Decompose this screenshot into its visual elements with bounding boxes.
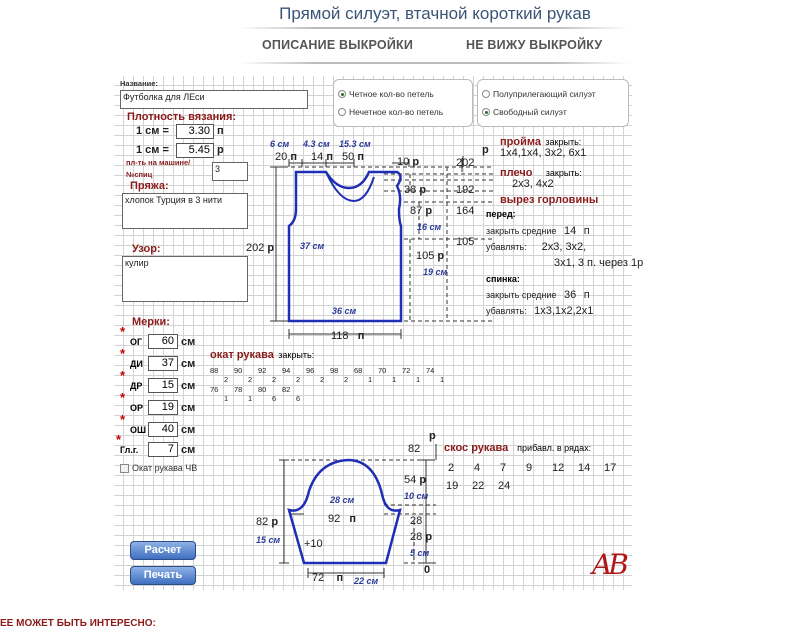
dim-192: 192 xyxy=(456,184,475,196)
inc-value: 14 xyxy=(578,462,591,474)
dim-unit: п xyxy=(326,151,333,163)
dim-value: 6 xyxy=(270,139,276,149)
armhole-close-label: закрыть: xyxy=(545,137,582,147)
density-cm-label-2: 1 см = xyxy=(136,144,169,156)
ab-logo: AB xyxy=(592,548,625,581)
front-close-unit: п xyxy=(583,225,590,237)
rows-per-cm-input[interactable]: 5.45 xyxy=(176,143,214,158)
front-label: перед: xyxy=(486,209,516,219)
measure-label: ОШ xyxy=(130,425,147,435)
cap-row-value: 82 xyxy=(282,385,291,394)
calculate-button[interactable]: Расчет xyxy=(130,541,196,560)
dim-15-3cm xyxy=(339,139,371,149)
pattern-input[interactable]: кулир xyxy=(122,256,248,302)
needle-input[interactable]: 3 xyxy=(212,162,248,181)
nav-description-link[interactable]: ОПИСАНИЕ ВЫКРОЙКИ xyxy=(262,38,414,52)
dim-value: 105 xyxy=(416,250,435,262)
dim-value: 4.3 xyxy=(303,139,316,149)
measure-label: ДИ xyxy=(130,359,143,369)
cap-row-value: 68 xyxy=(354,366,363,375)
even-loops-label: Четное кол-во петель xyxy=(349,89,434,99)
sleeve-dim-82-top: 82 xyxy=(408,443,421,455)
yarn-title: Пряжа: xyxy=(130,180,169,192)
measure-label: ОР xyxy=(130,403,144,413)
name-input[interactable]: Футболка для ЛЕси xyxy=(120,90,308,109)
page-title: Прямой силуэт, втачной короткий рукав xyxy=(279,4,591,23)
inc-value: 19 xyxy=(446,480,459,492)
cap-row-value: 76 xyxy=(210,385,219,394)
sleeve-dim-72p xyxy=(312,572,343,584)
dim-unit: р xyxy=(267,242,275,254)
required-icon: * xyxy=(116,432,122,447)
sleeve-cap-checkbox-label: Окат рукава ЧВ xyxy=(132,463,198,473)
shoulder-title: плечо xyxy=(500,167,533,179)
dim-value: 37 xyxy=(300,241,311,251)
sleeve-dim-28cm xyxy=(330,495,354,505)
cap-row-value: 2 xyxy=(248,375,253,384)
back-dec-values: 1х3,1х2,2х1 xyxy=(534,305,594,317)
dim-36cm xyxy=(332,306,356,316)
sleeve-dim-22cm xyxy=(354,576,378,586)
dim-unit: р xyxy=(271,516,279,528)
dim-14p xyxy=(311,151,333,163)
front-close-row xyxy=(486,225,590,237)
cap-row-value: 1 xyxy=(248,394,253,403)
front-close-label: закрыть средние xyxy=(486,226,557,236)
rows-unit: р xyxy=(217,144,224,156)
required-icon: * xyxy=(120,324,126,339)
dim-unit: см xyxy=(435,267,448,277)
cap-row-value: 98 xyxy=(330,366,339,375)
odd-loops-label: Нечетное кол-во петель xyxy=(349,107,444,117)
dim-unit: р xyxy=(419,184,427,196)
sleeve-dim-54r xyxy=(404,474,426,486)
front-dec-label: убавлять: xyxy=(486,242,527,252)
print-button[interactable]: Печать xyxy=(130,566,196,585)
sleeve-cap-section xyxy=(210,345,314,363)
armhole-values: 1х4,1х4, 3х2, 6х1 xyxy=(500,147,587,159)
dim-value: 82 xyxy=(256,516,269,528)
cap-row-value: 6 xyxy=(272,394,277,403)
measure-unit: см xyxy=(181,424,196,436)
front-dec-values-2: 3х1, 3 п. через 1р xyxy=(554,257,644,269)
sleeve-zero: 0 xyxy=(424,564,431,576)
dim-value: 15.3 xyxy=(339,139,357,149)
dim-unit: р xyxy=(425,205,433,217)
measure-dr-input[interactable]: 15 xyxy=(148,378,178,393)
inc-value: 7 xyxy=(500,462,507,474)
free-silhouette-label: Свободный силуэт xyxy=(493,107,567,117)
sleeve-dim-28: 28 xyxy=(410,515,423,527)
loops-unit: п xyxy=(217,125,224,137)
dim-value: 54 xyxy=(404,474,417,486)
dim-value: 19 xyxy=(423,267,434,277)
dim-87r xyxy=(410,205,432,217)
measure-og-input[interactable]: 60 xyxy=(148,334,178,349)
dim-value: 87 xyxy=(410,205,423,217)
inc-value: 2 xyxy=(448,462,455,474)
sleeve-dim-10cm xyxy=(404,491,428,501)
required-icon: * xyxy=(120,412,126,427)
back-dec-label: убавлять: xyxy=(486,306,527,316)
measure-label: Гл.г. xyxy=(120,445,139,455)
cap-row-value: 1 xyxy=(224,394,229,403)
dim-value: 92 xyxy=(328,513,341,525)
cap-row-value: 72 xyxy=(402,366,411,375)
pattern-title: Узор: xyxy=(132,243,161,255)
cap-row-value: 74 xyxy=(426,366,435,375)
cap-row-value: 92 xyxy=(258,366,267,375)
cap-row-value: 1 xyxy=(368,375,373,384)
cap-row-value: 2 xyxy=(224,375,229,384)
measure-or-input[interactable]: 19 xyxy=(148,400,178,415)
sleeve-inc-subtitle: прибавл. в рядах: xyxy=(517,443,592,453)
dim-105-right: 105 xyxy=(456,236,475,248)
nav-divider xyxy=(238,62,630,64)
measure-unit: см xyxy=(181,336,196,348)
cap-row-value: 1 xyxy=(440,375,445,384)
dim-202r-left xyxy=(246,242,274,254)
dim-10r xyxy=(397,156,419,168)
loops-per-cm-input[interactable]: 3.30 xyxy=(176,124,214,139)
dim-value: 16 xyxy=(417,222,428,232)
machine-label: пл-ть на машине/ xyxy=(126,158,191,167)
armhole-title: пройма xyxy=(500,136,541,148)
dim-value: 118 xyxy=(331,330,349,342)
dim-value: 22 xyxy=(354,576,365,586)
measures-title: Мерки: xyxy=(132,316,170,328)
front-close-value: 14 xyxy=(563,225,577,237)
dim-r-unit: р xyxy=(482,144,489,156)
dim-value: 10 xyxy=(397,156,410,168)
dim-unit: р xyxy=(412,156,420,168)
measure-neck-depth-input[interactable]: 7 xyxy=(148,442,178,457)
back-dec-row xyxy=(486,305,593,317)
header-divider xyxy=(238,27,630,29)
dim-unit: см xyxy=(416,491,429,501)
dim-50p xyxy=(342,151,364,163)
back-label: спинка: xyxy=(486,274,520,284)
front-dec-values: 2х3, 3х2, xyxy=(541,241,587,253)
dim-unit: см xyxy=(344,306,357,316)
inc-value: 24 xyxy=(498,480,511,492)
dim-unit: см xyxy=(429,222,442,232)
dim-value: 36 xyxy=(332,306,343,316)
shoulder-values: 2х3, 4х2 xyxy=(512,178,554,190)
cap-row-value: 90 xyxy=(234,366,243,375)
cap-row-value: 1 xyxy=(416,375,421,384)
cap-row-value: 96 xyxy=(306,366,315,375)
inc-value: 4 xyxy=(474,462,481,474)
sleeve-dim-15cm xyxy=(256,535,280,545)
dim-unit: см xyxy=(268,535,281,545)
dim-unit: см xyxy=(417,548,430,558)
cap-row-value: 6 xyxy=(296,394,301,403)
dim-118p xyxy=(331,330,364,342)
dim-value: 14 xyxy=(311,151,324,163)
pattern-panel xyxy=(114,76,644,590)
dim-unit: п xyxy=(349,513,357,525)
dim-unit: см xyxy=(277,139,290,149)
back-close-unit: п xyxy=(583,289,590,301)
required-icon: * xyxy=(120,390,126,405)
nav-cant-see-link[interactable]: НЕ ВИЖУ ВЫКРОЙКУ xyxy=(466,38,603,52)
cap-row-value: 88 xyxy=(210,366,219,375)
measure-unit: см xyxy=(181,358,196,370)
dim-unit: п xyxy=(357,330,365,342)
cap-row-value: 2 xyxy=(344,375,349,384)
dim-unit: р xyxy=(425,531,433,543)
dim-unit: см xyxy=(366,576,379,586)
yarn-input[interactable]: хлопок Турция в 3 нити xyxy=(122,193,248,229)
cap-row-value: 2 xyxy=(272,375,277,384)
density-cm-label-1: 1 см = xyxy=(136,125,169,137)
dim-unit: р xyxy=(419,474,427,486)
measure-unit: см xyxy=(181,402,196,414)
inc-value: 22 xyxy=(472,480,485,492)
dim-value: 5 xyxy=(410,548,416,558)
dim-value: 28 xyxy=(410,531,423,543)
cap-row-value: 80 xyxy=(258,385,267,394)
cap-row-value: 70 xyxy=(378,366,387,375)
shoulder-close-label: закрыть: xyxy=(545,168,582,178)
dim-unit: см xyxy=(342,495,355,505)
dim-value: 202 xyxy=(246,242,265,254)
dim-value: 15 xyxy=(256,535,267,545)
dim-20p xyxy=(275,151,297,163)
dim-unit: р xyxy=(437,250,445,262)
required-icon: * xyxy=(120,346,126,361)
back-close-row xyxy=(486,289,590,301)
dim-164: 164 xyxy=(456,205,475,217)
dim-19cm xyxy=(423,267,447,277)
inc-value: 12 xyxy=(552,462,565,474)
footer-heading: ЕЕ МОЖЕТ БЫТЬ ИНТЕРЕСНО: xyxy=(0,618,156,629)
measure-di-input[interactable]: 37 xyxy=(148,356,178,371)
dim-unit: см xyxy=(318,139,330,149)
semi-fitted-label: Полуприлегающий силуэт xyxy=(493,89,596,99)
sleeve-r-unit: р xyxy=(429,430,436,442)
cap-row-value: 2 xyxy=(296,375,301,384)
back-close-label: закрыть средние xyxy=(486,290,557,300)
dim-value: 72 xyxy=(312,572,325,584)
measure-label: ОГ xyxy=(130,337,143,347)
dim-unit: п xyxy=(336,572,344,584)
sleeve-cap-title: окат рукава xyxy=(210,349,274,361)
sleeve-plus10: +10 xyxy=(304,538,323,550)
neckline-title: вырез горловины xyxy=(500,194,599,206)
dim-6cm xyxy=(270,139,289,149)
dim-4-3cm xyxy=(303,139,330,149)
sleeve-cap-close-label: закрыть: xyxy=(278,350,315,360)
measure-label: ДР xyxy=(130,381,143,391)
dim-37cm xyxy=(300,241,324,251)
sleeve-dim-28r xyxy=(410,531,432,543)
dim-value: 28 xyxy=(330,495,341,505)
sleeve-dim-5cm xyxy=(410,548,429,558)
density-title: Плотность вязания: xyxy=(127,111,237,123)
dim-unit: п xyxy=(290,151,297,163)
name-label: Название: xyxy=(120,79,158,88)
front-dec-row xyxy=(486,241,586,253)
dim-105r xyxy=(416,250,444,262)
back-close-value: 36 xyxy=(563,289,577,301)
dim-value: 10 xyxy=(404,491,415,501)
cap-row-value: 1 xyxy=(392,375,397,384)
cap-row-value: 2 xyxy=(320,375,325,384)
inc-value: 9 xyxy=(526,462,533,474)
measure-unit: см xyxy=(181,380,196,392)
sleeve-dim-92p xyxy=(328,513,356,525)
inc-value: 17 xyxy=(604,462,617,474)
measure-osh-input[interactable]: 40 xyxy=(148,422,178,437)
dim-value: 20 xyxy=(275,151,288,163)
sleeve-inc-section xyxy=(444,438,591,456)
cap-row-value: 78 xyxy=(234,385,243,394)
dim-16cm xyxy=(417,222,441,232)
needle-label: №спиц xyxy=(126,170,153,179)
required-icon: * xyxy=(120,368,126,383)
sleeve-inc-title: скос рукава xyxy=(444,442,509,454)
dim-value: 50 xyxy=(342,151,355,163)
dim-38r xyxy=(404,184,426,196)
sleeve-dim-82r-left xyxy=(256,516,278,528)
dim-202-right: 202 xyxy=(456,157,475,169)
dim-unit: см xyxy=(359,139,371,149)
dim-value: 38 xyxy=(404,184,417,196)
dim-unit: п xyxy=(357,151,364,163)
cap-row-value: 94 xyxy=(282,366,291,375)
dim-unit: см xyxy=(312,241,325,251)
measure-unit: см xyxy=(181,444,196,456)
